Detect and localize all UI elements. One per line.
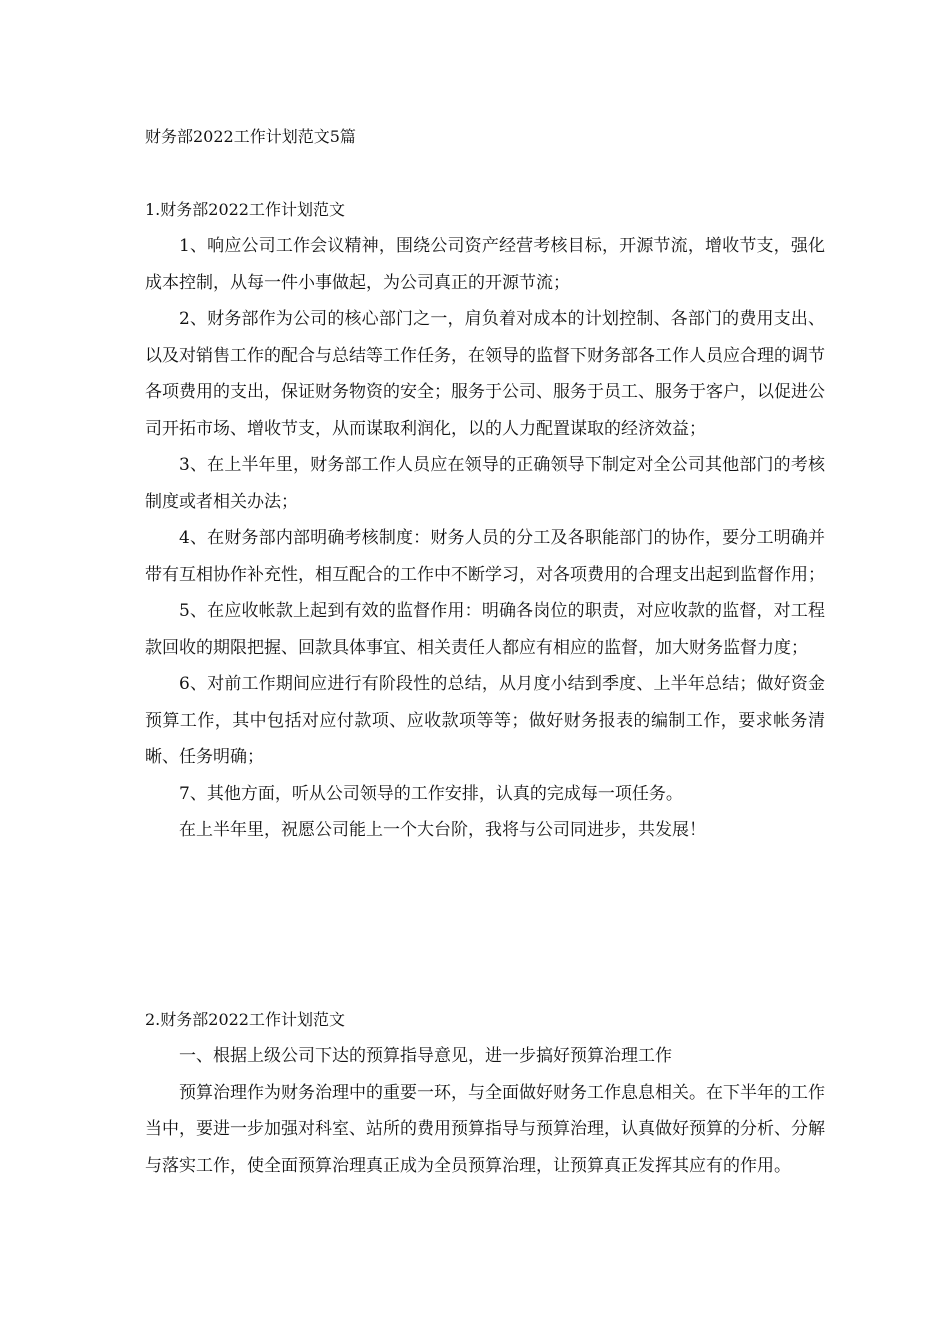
section-1 bbox=[145, 198, 825, 849]
section-heading: 1.财务部2022工作计划范文 bbox=[145, 200, 345, 219]
paragraph: 在上半年里，祝愿公司能上一个大台阶，我将与公司同进步，共发展！ bbox=[179, 820, 706, 840]
paragraph: 4、在财务部内部明确考核制度：财务人员的分工及各职能部门的协作，要分工明确并带有互相协作补充性，相互配合的工作中不断学习，对各项费用的合理支出起到监督作用； bbox=[145, 528, 825, 585]
paragraph: 一、根据上级公司下达的预算指导意见，进一步搞好预算治理工作 bbox=[179, 1046, 672, 1066]
document-title: 财务部2022工作计划范文5篇 bbox=[145, 127, 356, 146]
paragraph: 预算治理作为财务治理中的重要一环，与全面做好财务工作息息相关。在下半年的工作当中，要进一步加强对科室、站所的费用预算指导与预算治理，认真做好预算的分析、分解与落实工作，使全面预算治理真正成为全员预算治理，让预算真正发挥其应有的作用。 bbox=[145, 1082, 825, 1176]
paragraph: 2、财务部作为公司的核心部门之一，肩负着对成本的计划控制、各部门的费用支出、以及对销售工作的配合与总结等工作任务，在领导的监督下财务部各工作人员应合理的调节各项费用的支出，保证财务物资的安全；服务于公司、服务于员工、服务于客户，以促进公司开拓市场、增收节支，从而谋取利润化，以的人力配置谋取的经济效益； bbox=[145, 309, 825, 439]
paragraph: 5、在应收帐款上起到有效的监督作用：明确各岗位的职责，对应收款的监督，对工程款回收的期限把握、回款具体事宜、相关责任人都应有相应的监督，加大财务监督力度； bbox=[145, 601, 825, 658]
paragraph: 7、其他方面，听从公司领导的工作安排，认真的完成每一项任务。 bbox=[179, 783, 683, 804]
section-2 bbox=[145, 1008, 825, 1184]
paragraph: 1、响应公司工作会议精神，围绕公司资产经营考核目标，开源节流，增收节支，强化成本控制，从每一件小事做起，为公司真正的开源节流； bbox=[145, 236, 825, 293]
paragraph: 6、对前工作期间应进行有阶段性的总结，从月度小结到季度、上半年总结；做好资金预算工作，其中包括对应付款项、应收款项等等；做好财务报表的编制工作，要求帐务清晰、任务明确； bbox=[145, 674, 825, 767]
paragraph: 3、在上半年里，财务部工作人员应在领导的正确领导下制定对全公司其他部门的考核制度或者相关办法； bbox=[145, 455, 825, 512]
section-heading: 2.财务部2022工作计划范文 bbox=[145, 1010, 345, 1029]
